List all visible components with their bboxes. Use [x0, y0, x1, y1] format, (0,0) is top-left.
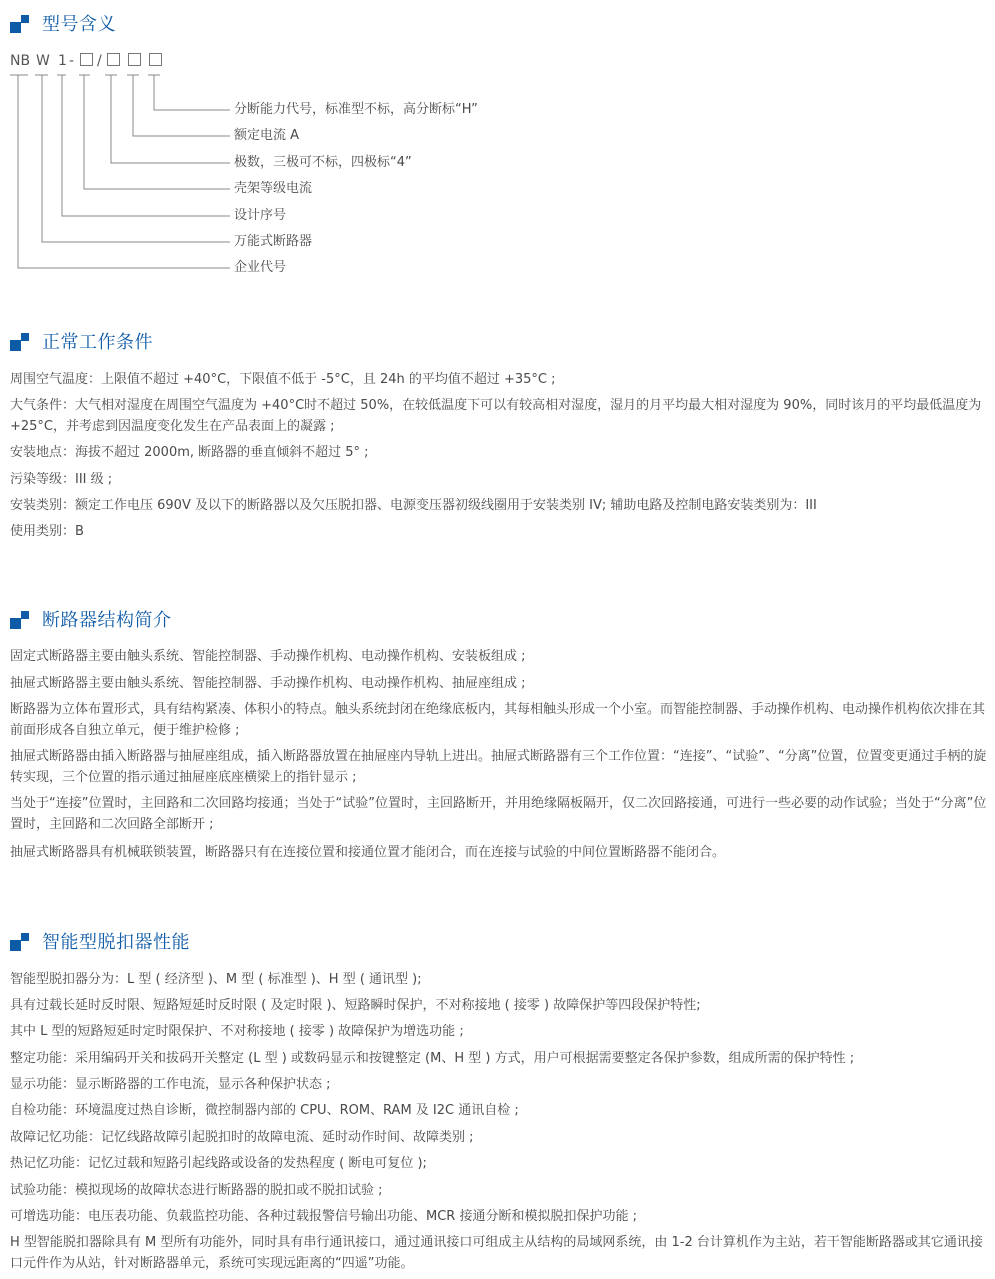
paragraph-fault-memory-function: 故障记忆功能：记忆线路故障引起脱扣时的故障电流、延时动作时间、故障类别 ; [10, 1130, 474, 1145]
code-token-w: W [36, 53, 50, 69]
paragraph-thermal-memory-function: 热记忆功能：记忆过载和短路引起线路或设备的发热程度 ( 断电可复位 ); [10, 1156, 427, 1171]
blue-squares-icon [10, 13, 32, 33]
legend-design-serial: 设计序号 [234, 208, 287, 223]
legend-breaking-capacity: 分断能力代号，标准型不标，高分断标“H” [234, 102, 478, 117]
paragraph-l-type-options: 其中 L 型的短路短延时定时限保护、不对称接地 ( 接零 ) 故障保护为增选功能 ; [10, 1024, 464, 1039]
paragraph-fixed-breaker: 固定式断路器主要由触头系统、智能控制器、手动操作机构、电动操作机构、安装板组成 ; [10, 649, 526, 664]
paragraph-setting-function: 整定功能：采用编码开关和拔码开关整定 (L 型 ) 或数码显示和按键整定 (M、H 型 ) 方式，用户可根据需要整定各保护参数，组成所需的保护特性 ; [10, 1051, 855, 1066]
code-token-dash: - [69, 53, 75, 69]
paragraph-h-type-communication: H 型智能脱扣器除具有 M 型所有功能外，同时具有串行通讯接口，通过通讯接口可组成主从结构的局域网系统，由 1-2 台计算机作为主站，若干智能断路器或其它通讯接口元件作为从站，针对断路器单元，系统可实现远距离的“四遥”功能。 [10, 1235, 983, 1271]
paragraph-layout: 断路器为立体布置形式，具有结构紧凑、体积小的特点。触头系统封闭在绝缘底板内，其每相触头形成一个小室。而智能控制器、手动操作机构、电动操作机构依次排在其前面形成各自独立单元，便于维护检修 ; [10, 702, 986, 738]
paragraph-display-function: 显示功能：显示断路器的工作电流，显示各种保护状态 ; [10, 1077, 331, 1092]
paragraph-installation-category: 安装类别：额定工作电压 690V 及以下的断路器以及欠压脱扣器、电源变压器初级线圈用于安装类别 IV; 辅助电路及控制电路安装类别为：III [10, 498, 817, 513]
section-heading: 型号含义 [42, 14, 116, 35]
paragraph-ambient-temperature: 周围空气温度：上限值不超过 +40°C，下限值不低于 -5°C，且 24h 的平均值不超过 +35°C ; [10, 372, 556, 387]
paragraph-protection-characteristics: 具有过载长延时反时限、短路短延时反时限 ( 及定时限 )、短路瞬时保护，不对称接地 ( 接零 ) 故障保护等四段保护特性; [10, 998, 701, 1013]
paragraph-position-states: 当处于“连接”位置时，主回路和二次回路均接通；当处于“试验”位置时，主回路断开，并用绝缘隔板隔开，仅二次回路接通，可进行一些必要的动作试验；当处于“分离”位置时，主回路和二次回路全部断开 ; [10, 796, 987, 832]
section-title-model-meaning [10, 8, 116, 38]
section-title-breaker-structure [10, 604, 172, 634]
code-token-nb: NB [10, 53, 31, 69]
paragraph-atmospheric-conditions: 大气条件：大气相对湿度在周围空气温度为 +40°C时不超过 50%，在较低温度下可以有较高相对湿度，湿月的月平均最大相对湿度为 90%，同时该月的平均最低温度为 +25°C，并考虑到因温度变化发生在产品表面上的凝露 ; [10, 398, 982, 434]
section-title-working-conditions [10, 326, 153, 356]
section-title-intelligent-release [10, 926, 190, 956]
legend-rated-current: 额定电流 A [234, 128, 300, 143]
code-token-slash: / [97, 53, 102, 69]
paragraph-test-function: 试验功能：模拟现场的故障状态进行断路器的脱扣或不脱扣试验 ; [10, 1183, 383, 1198]
paragraph-installation-site: 安装地点：海拔不超过 2000m, 断路器的垂直倾斜不超过 5° ; [10, 445, 369, 460]
paragraph-utilization-category: 使用类别：B [10, 524, 84, 539]
code-token-1: 1 [58, 53, 67, 69]
paragraph-interlock: 抽屉式断路器具有机械联锁装置，断路器只有在连接位置和接通位置才能闭合，而在连接与试验的中间位置断路器不能闭合。 [10, 845, 726, 860]
legend-frame-current: 壳架等级电流 [234, 181, 313, 196]
section-heading: 断路器结构简介 [42, 610, 172, 631]
paragraph-release-types: 智能型脱扣器分为：L 型 ( 经济型 )、M 型 ( 标准型 )、H 型 ( 通讯型 ); [10, 972, 422, 987]
blue-squares-icon [10, 331, 32, 351]
legend-company-code: 企业代号 [234, 260, 287, 275]
section-heading: 正常工作条件 [42, 332, 153, 353]
paragraph-pollution-degree: 污染等级：III 级 ; [10, 472, 113, 487]
paragraph-drawout-breaker: 抽屉式断路器主要由触头系统、智能控制器、手动操作机构、电动操作机构、抽屉座组成 ; [10, 676, 526, 691]
paragraph-drawout-positions: 抽屉式断路器由插入断路器与抽屉座组成，插入断路器放置在抽屉座内导轨上进出。抽屉式断路器有三个工作位置：“连接”、“试验”、“分离”位置，位置变更通过手柄的旋转实现，三个位置的指示通过抽屉座底座横梁上的指针显示 ; [10, 749, 987, 785]
paragraph-optional-functions: 可增选功能：电压表功能、负载监控功能、各种过载报警信号输出功能、MCR 接通分断和模拟脱扣保护功能 ; [10, 1209, 637, 1224]
paragraph-self-check-function: 自检功能：环境温度过热自诊断，微控制器内部的 CPU、ROM、RAM 及 I2C 通讯自检 ; [10, 1103, 519, 1118]
blue-squares-icon [10, 609, 32, 629]
model-code-diagram-lines [0, 60, 240, 280]
blue-squares-icon [10, 931, 32, 951]
legend-poles: 极数，三极可不标，四极标“4” [234, 155, 412, 170]
section-heading: 智能型脱扣器性能 [42, 932, 190, 953]
legend-breaker-type: 万能式断路器 [234, 234, 313, 249]
